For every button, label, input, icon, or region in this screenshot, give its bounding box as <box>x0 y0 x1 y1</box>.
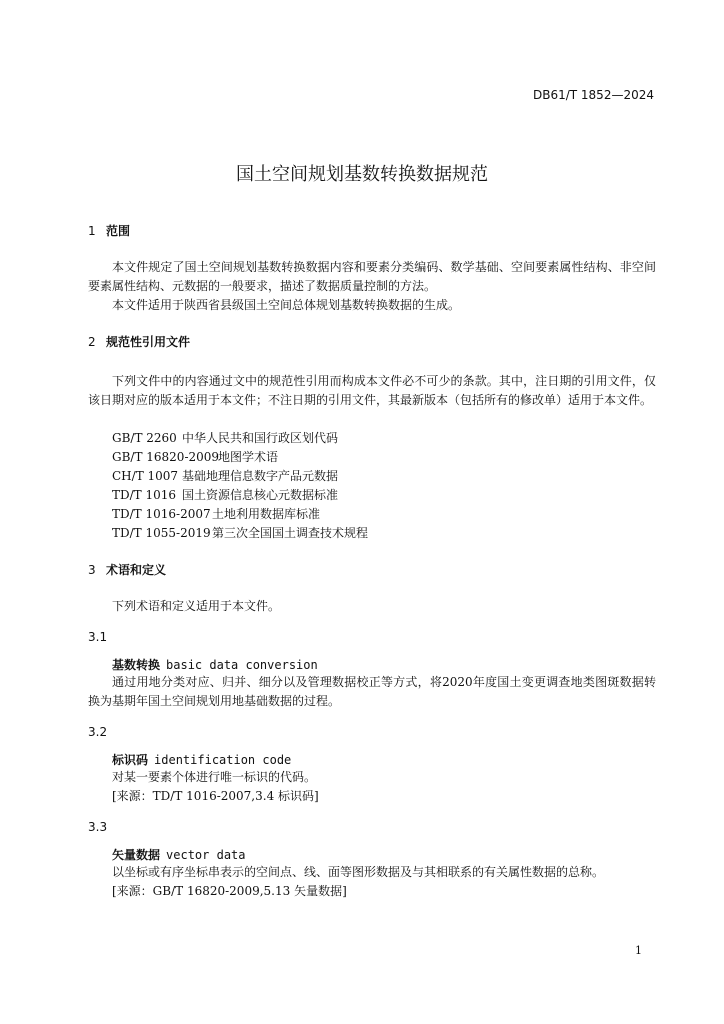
term-source: [来源：TD/T 1016-2007,3.4 标识码] <box>112 789 319 803</box>
term-en: vector data <box>166 848 246 862</box>
term-heading <box>112 656 318 673</box>
reference-name: 第三次全国国土调查技术规程 <box>212 526 369 540</box>
term-zh: 基数转换 <box>112 658 161 672</box>
reference-code: CH/T 1007 <box>112 469 179 483</box>
document-title: 国土空间规划基数转换数据规范 <box>236 164 488 185</box>
paragraph: 本文件规定了国土空间规划基数转换数据内容和要素分类编码、数学基础、空间要素属性结构、非空间要素属性结构、元数据的一般要求，描述了数据质量控制的方法。 <box>88 260 656 293</box>
reference-code: GB/T 2260 <box>112 431 177 445</box>
reference-code: GB/T 16820-2009 <box>112 450 220 464</box>
reference-name: 地图学术语 <box>218 450 279 464</box>
section-title: 规范性引用文件 <box>106 335 191 349</box>
reference-code: TD/T 1016-2007 <box>112 507 211 521</box>
section-1-heading <box>88 222 130 239</box>
reference-name: 基础地理信息数字产品元数据 <box>182 469 339 483</box>
section-2-heading <box>88 333 190 350</box>
paragraph: 本文件适用于陕西省县级国土空间总体规划基数转换数据的生成。 <box>112 298 461 312</box>
section-number: 2 <box>88 335 96 349</box>
term-source: [来源：GB/T 16820-2009,5.13 矢量数据] <box>112 884 347 898</box>
term-heading <box>112 846 246 863</box>
section-3-heading <box>88 561 166 578</box>
section-title: 范围 <box>106 224 131 238</box>
term-en: basic data conversion <box>166 658 318 672</box>
term-zh: 标识码 <box>112 753 149 767</box>
reference-name: 国土资源信息核心元数据标准 <box>182 488 339 502</box>
reference-name: 中华人民共和国行政区划代码 <box>182 431 339 445</box>
paragraph: 下列文件中的内容通过文中的规范性引用而构成本文件必不可少的条款。其中，注日期的引用文件，仅该日期对应的版本适用于本文件；不注日期的引用文件，其最新版本（包括所有的修改单）适用于本文件。 <box>88 374 656 407</box>
reference-item <box>112 524 368 543</box>
reference-item <box>112 505 320 524</box>
reference-item <box>112 467 338 486</box>
term-definition: 以坐标或有序坐标串表示的空间点、线、面等图形数据及与其相联系的有关属性数据的总称。 <box>112 865 605 879</box>
reference-name: 土地利用数据库标准 <box>212 507 321 521</box>
term-zh: 矢量数据 <box>112 848 161 862</box>
term-heading <box>112 751 291 768</box>
reference-code: TD/T 1016 <box>112 488 177 502</box>
section-number: 3 <box>88 563 96 577</box>
reference-item <box>112 448 278 467</box>
section-title: 术语和定义 <box>106 563 167 577</box>
paragraph: 下列术语和定义适用于本文件。 <box>112 599 281 613</box>
standard-number: DB61/T 1852—2024 <box>532 88 654 102</box>
page-number: 1 <box>635 944 642 957</box>
term-number: 3.1 <box>88 630 108 644</box>
term-definition: 对某一要素个体进行唯一标识的代码。 <box>112 770 317 784</box>
reference-code: TD/T 1055-2019 <box>112 526 211 540</box>
term-definition: 通过用地分类对应、归并、细分以及管理数据校正等方式，将2020年度国土变更调查地类图斑数据转换为基期年国土空间规划用地基础数据的过程。 <box>88 675 656 708</box>
reference-item <box>112 429 338 448</box>
term-number: 3.2 <box>88 725 108 739</box>
reference-item <box>112 486 338 505</box>
section-number: 1 <box>88 224 96 238</box>
term-en: identification code <box>154 753 292 767</box>
term-number: 3.3 <box>88 820 108 834</box>
